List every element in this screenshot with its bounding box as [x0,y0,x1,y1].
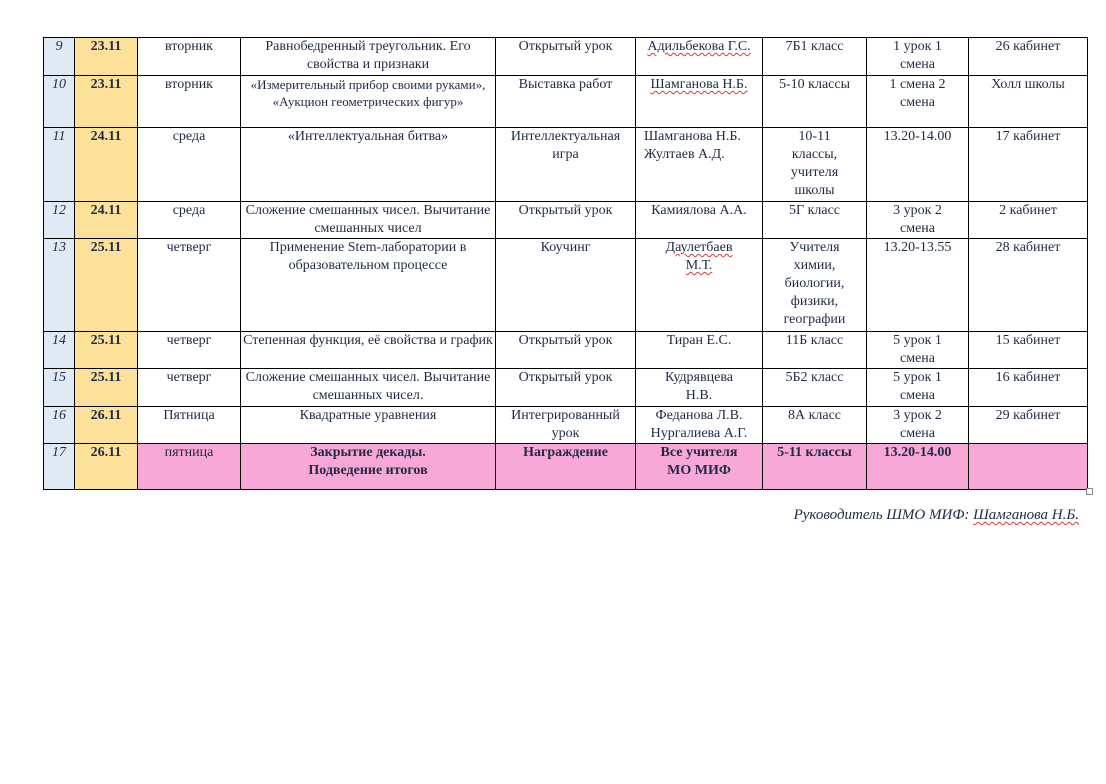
row-day: вторник [138,38,241,76]
teacher-name: Шамганова Н.Б. [650,77,748,92]
row-teacher: Кудрявцева Н.В. [636,369,763,407]
row-form: Награждение [496,444,636,490]
row-form: Открытый урок [496,38,636,76]
row-teacher [636,38,763,76]
table-row [44,76,1088,128]
row-number: 15 [44,369,75,407]
row-time: 13.20-13.55 [867,239,969,332]
table-row [44,202,1088,239]
row-topic: Сложение смешанных чисел. Вычитание смешанных чисел. [241,369,496,407]
row-date: 23.11 [75,38,138,76]
row-place: 15 кабинет [969,332,1088,369]
row-date: 25.11 [75,239,138,332]
table-row [44,239,1088,332]
row-form: Интеллектуальная игра [496,128,636,202]
row-number: 14 [44,332,75,369]
row-date: 25.11 [75,369,138,407]
row-teacher: Феданова Л.В. Нургалиева А.Г. [636,407,763,444]
row-topic: «Измерительный прибор своими руками», «Аукцион геометрических фигур» [241,76,496,128]
row-day: четверг [138,369,241,407]
row-class: 7Б1 класс [763,38,867,76]
row-form: Коучинг [496,239,636,332]
row-date: 26.11 [75,407,138,444]
row-date: 26.11 [75,444,138,490]
row-day: пятница [138,444,241,490]
row-class: 11Б класс [763,332,867,369]
row-class: 8А класс [763,407,867,444]
table-row [44,38,1088,76]
row-time: 3 урок 2 смена [867,407,969,444]
signature-prefix: Руководитель ШМО МИФ: [793,507,974,523]
row-teacher: Все учителя МО МИФ [636,444,763,490]
table-row [44,407,1088,444]
row-class: 5-11 классы [763,444,867,490]
table-row-final [44,444,1088,490]
row-class: Учителя химии, биологии, физики, географии [763,239,867,332]
row-class: 5Б2 класс [763,369,867,407]
teacher-name: Даулетбаев М.Т. [665,240,733,273]
row-teacher [636,76,763,128]
row-topic: Степенная функция, её свойства и график [241,332,496,369]
row-place: 17 кабинет [969,128,1088,202]
row-place: 2 кабинет [969,202,1088,239]
row-form: Открытый урок [496,202,636,239]
signature-name: Шамганова Н.Б. [973,507,1079,523]
row-time: 13.20-14.00 [867,444,969,490]
row-day: четверг [138,239,241,332]
row-day: среда [138,202,241,239]
row-place: 26 кабинет [969,38,1088,76]
row-time: 1 урок 1 смена [867,38,969,76]
row-form: Выставка работ [496,76,636,128]
teacher-name: Адильбекова Г.С. [647,39,751,54]
row-date: 23.11 [75,76,138,128]
schedule-table [43,37,1088,490]
row-day: четверг [138,332,241,369]
row-place: 16 кабинет [969,369,1088,407]
row-number: 9 [44,38,75,76]
signature-line [794,507,1079,524]
row-form: Открытый урок [496,332,636,369]
row-place [969,444,1088,490]
table-resize-handle[interactable] [1086,488,1093,495]
row-class: 5-10 классы [763,76,867,128]
row-date: 24.11 [75,128,138,202]
row-time: 1 смена 2 смена [867,76,969,128]
row-topic: Сложение смешанных чисел. Вычитание смешанных чисел [241,202,496,239]
row-time: 3 урок 2 смена [867,202,969,239]
row-number: 12 [44,202,75,239]
row-form: Открытый урок [496,369,636,407]
row-place: 29 кабинет [969,407,1088,444]
table-row [44,369,1088,407]
row-time: 5 урок 1 смена [867,369,969,407]
row-day: Пятница [138,407,241,444]
row-time: 13.20-14.00 [867,128,969,202]
row-class: 5Г класс [763,202,867,239]
row-number: 17 [44,444,75,490]
row-date: 25.11 [75,332,138,369]
row-teacher: Камиялова А.А. [636,202,763,239]
row-form: Интегрированный урок [496,407,636,444]
row-teacher [636,239,763,332]
row-class: 10-11 классы, учителя школы [763,128,867,202]
row-topic: Квадратные уравнения [241,407,496,444]
row-teacher: Шамганова Н.Б. Жултаев А.Д. [636,128,763,202]
row-number: 16 [44,407,75,444]
row-topic: Равнобедренный треугольник. Его свойства и признаки [241,38,496,76]
row-day: вторник [138,76,241,128]
row-date: 24.11 [75,202,138,239]
row-topic: Применение Stem-лаборатории в образовательном процессе [241,239,496,332]
row-place: Холл школы [969,76,1088,128]
row-teacher: Тиран Е.С. [636,332,763,369]
table-row [44,332,1088,369]
table-row [44,128,1088,202]
row-topic: «Интеллектуальная битва» [241,128,496,202]
row-number: 13 [44,239,75,332]
row-time: 5 урок 1 смена [867,332,969,369]
row-place: 28 кабинет [969,239,1088,332]
row-number: 10 [44,76,75,128]
row-topic: Закрытие декады. Подведение итогов [241,444,496,490]
row-day: среда [138,128,241,202]
row-number: 11 [44,128,75,202]
